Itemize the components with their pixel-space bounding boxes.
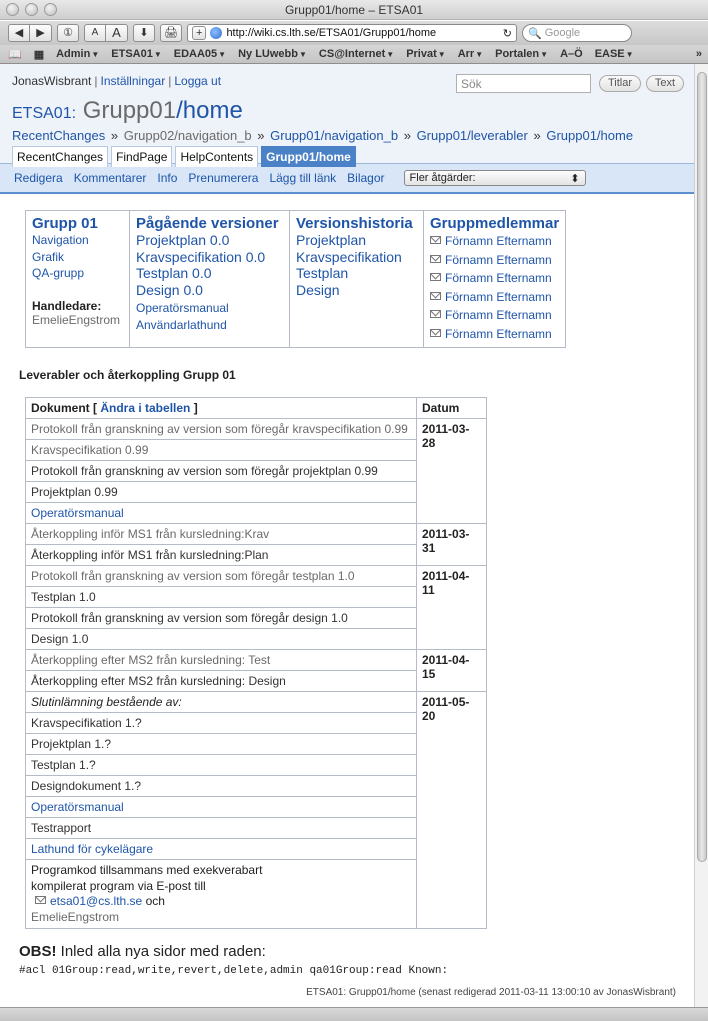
deliverables-table [25, 397, 487, 929]
trail-separator: » [403, 128, 411, 143]
titles-search-button[interactable]: Titlar [599, 75, 641, 92]
members-title: Gruppmedlemmar [430, 215, 560, 232]
group-info-table [25, 210, 566, 348]
current-versions-title: Pågående versioner [136, 215, 279, 232]
window-titlebar [0, 0, 708, 20]
bookmark-edaa05[interactable]: EDAA05▼ [173, 48, 227, 60]
user-guide-link[interactable]: Användarlathund [136, 317, 227, 332]
history-item[interactable]: Design [296, 281, 340, 298]
doc-column-header: Dokument [ Ändra i tabellen ] [26, 398, 417, 419]
nav-buttons [8, 24, 52, 42]
date-cell: 2011-05-20 [417, 692, 487, 929]
trail-item-grupp01-leverabler[interactable]: Grupp01/leverabler [416, 128, 528, 143]
grid-icon[interactable]: ▦ [33, 48, 45, 61]
trail-separator: » [257, 128, 265, 143]
table-row[interactable]: Design 1.0 [26, 629, 417, 650]
group-column [26, 211, 130, 348]
edit-link[interactable]: Redigera [14, 171, 63, 185]
table-row[interactable]: Protokoll från granskning av version som föregår testplan 1.0 [26, 566, 417, 587]
version-item[interactable]: Projektplan 0.0 [136, 232, 230, 248]
version-item[interactable]: Design 0.0 [136, 281, 203, 298]
member-item[interactable]: Förnamn Efternamn [430, 251, 559, 270]
trail-item-grupp01-navigation[interactable]: Grupp01/navigation_b [270, 128, 399, 143]
trail-item-grupp01-home[interactable]: Grupp01/home [546, 128, 634, 143]
text-search-button[interactable]: Text [646, 75, 684, 92]
table-row[interactable]: Protokoll från granskning av version som föregår projektplan 0.99 [26, 461, 417, 482]
bookmark-admin[interactable]: Admin▼ [56, 48, 100, 60]
bookmark-ease[interactable]: EASE▼ [594, 48, 634, 60]
table-row[interactable]: Återkoppling inför MS1 från kursledning:Plan [26, 545, 417, 566]
browser-search-field[interactable] [522, 24, 632, 42]
reload-icon[interactable]: ↻ [502, 27, 512, 40]
add-link-link[interactable]: Lägg till länk [269, 171, 337, 185]
tab-findpage[interactable]: FindPage [111, 146, 172, 167]
supervisor-label: Handledare: [32, 298, 102, 313]
table-row[interactable]: Kravspecifikation 1.? [26, 713, 417, 734]
download-button[interactable]: ⬇ [133, 24, 155, 42]
settings-link[interactable]: Inställningar [100, 74, 166, 88]
obs-text: Inled alla nya sidor med raden: [60, 943, 266, 960]
window-title: Grupp01/home – ETSA01 [284, 3, 424, 17]
date-cell: 2011-03-28 [417, 419, 487, 524]
browser-search-placeholder: Google [544, 27, 581, 39]
user-line: JonasWisbrant | Inställningar | Logga ut [12, 74, 222, 88]
trail-item-recentchanges[interactable]: RecentChanges [12, 128, 106, 143]
attachments-link[interactable]: Bilagor [347, 171, 385, 185]
forward-button[interactable]: ▶ [30, 24, 52, 42]
title-slash: / [176, 97, 183, 124]
envelope-icon [430, 273, 441, 281]
table-row[interactable]: Testrapport [26, 818, 417, 839]
subscribe-link[interactable]: Prenumerera [188, 171, 259, 185]
url-text[interactable]: http://wiki.cs.lth.se/ETSA01/Grupp01/home [226, 27, 437, 39]
table-row[interactable]: Återkoppling inför MS1 från kursledning:Krav [26, 524, 417, 545]
obs-label: OBS! [19, 943, 57, 960]
envelope-icon [430, 255, 441, 263]
scrollbar-thumb[interactable] [697, 72, 707, 862]
close-window-button[interactable] [6, 3, 19, 16]
username-link[interactable]: JonasWisbrant [12, 74, 92, 88]
email-link[interactable]: etsa01@cs.lth.se [50, 894, 143, 908]
logout-link[interactable]: Logga ut [174, 74, 222, 88]
wiki-search-input[interactable]: Sök [456, 74, 591, 93]
minimize-window-button[interactable] [25, 3, 38, 16]
date-cell: 2011-03-31 [417, 524, 487, 566]
bookmark-ny-luwebb[interactable]: Ny LUwebb▼ [238, 48, 307, 60]
and-text: och [145, 894, 165, 908]
envelope-icon [430, 236, 441, 244]
grafik-link[interactable]: Grafik [32, 249, 65, 264]
supervisor-name[interactable]: EmelieEngstrom [32, 312, 121, 327]
wiki-name-link[interactable]: ETSA01: [12, 105, 77, 122]
back-button[interactable]: ◀ [8, 24, 30, 42]
history-item[interactable]: Kravspecifikation [296, 248, 402, 265]
nav-tabs [12, 146, 682, 167]
table-row[interactable]: Projektplan 1.? [26, 734, 417, 755]
history-item[interactable]: Testplan [296, 265, 349, 281]
current-versions-column [130, 211, 290, 348]
member-item[interactable]: Förnamn Efternamn [430, 269, 559, 288]
page-footer: ETSA01: Grupp01/home (senast redigerad 2011-03-11 13:00:10 av JonasWisbrant) [306, 987, 676, 998]
footer-user-link[interactable]: JonasWisbrant [606, 987, 673, 998]
envelope-icon [430, 292, 441, 300]
tab-grupp01-home[interactable]: Grupp01/home [261, 146, 356, 167]
table-row[interactable]: Projektplan 0.99 [26, 482, 417, 503]
title-group-link[interactable]: Grupp01 [82, 97, 177, 124]
text-bigger-button[interactable]: A [106, 24, 128, 42]
member-item[interactable]: Förnamn Efternamn [430, 288, 559, 307]
footer-text: ETSA01: Grupp01/home (senast redigerad 2011-03-11 13:00:10 av [306, 987, 604, 998]
envelope-icon [35, 896, 46, 904]
trail-separator: » [533, 128, 541, 143]
person-link[interactable]: EmelieEngstrom [31, 909, 120, 924]
comments-link[interactable]: Kommentarer [73, 171, 147, 185]
edit-bar [0, 164, 694, 194]
table-row[interactable]: Protokoll från granskning av version som föregår design 1.0 [26, 608, 417, 629]
date-cell: 2011-04-11 [417, 566, 487, 650]
breadcrumb [12, 128, 682, 143]
table-row[interactable]: Återkoppling efter MS2 från kursledning: Test [26, 650, 417, 671]
tab-helpcontents[interactable]: HelpContents [175, 146, 258, 167]
bookmark-privat[interactable]: Privat▼ [406, 48, 446, 60]
reader-button[interactable]: ① [57, 24, 79, 42]
table-row[interactable]: Testplan 1.? [26, 755, 417, 776]
bookmarks-bar [0, 45, 708, 64]
obs-note [19, 943, 676, 960]
history-item[interactable]: Projektplan [296, 232, 367, 248]
bookmarks-more-button[interactable]: » [695, 48, 702, 60]
status-bar [0, 1007, 708, 1021]
envelope-icon [430, 310, 441, 318]
version-history-column [290, 211, 424, 348]
version-item[interactable]: Kravspecifikation 0.0 [136, 248, 266, 265]
table-row[interactable]: Protokoll från granskning av version som föregår kravspecifikation 0.99 [26, 419, 417, 440]
program-code-line1: Programkod tillsammans med exekverabart [31, 863, 263, 877]
browser-toolbar [0, 21, 708, 45]
version-history-title: Versionshistoria [296, 215, 413, 232]
zoom-window-button[interactable] [44, 3, 57, 16]
window-controls [6, 3, 57, 16]
table-row[interactable]: Återkoppling efter MS2 från kursledning: Design [26, 671, 417, 692]
main-content [0, 194, 694, 977]
print-button[interactable]: 🖨 [160, 24, 182, 42]
program-code-line2: kompilerat program via E-post till [31, 878, 206, 893]
trail-separator: » [110, 128, 119, 143]
qa-grupp-link[interactable]: QA-grupp [32, 266, 85, 280]
member-item[interactable]: Förnamn Efternamn [430, 325, 559, 344]
edit-table-link[interactable]: Ändra i tabellen [100, 401, 191, 415]
date-column-header: Datum [417, 398, 487, 419]
text-smaller-button[interactable]: A [84, 24, 106, 42]
add-bookmark-button[interactable]: + [192, 26, 206, 40]
table-header-row [26, 398, 487, 419]
address-bar[interactable] [187, 24, 517, 42]
table-row: Slutinlämning bestående av: [26, 692, 417, 713]
text-size-buttons [84, 24, 128, 42]
bookmark-portalen[interactable]: Portalen▼ [495, 48, 549, 60]
acl-line: #acl 01Group:read,write,revert,delete,admin qa01Group:read Known: [19, 965, 449, 977]
info-link[interactable]: Info [157, 171, 178, 185]
bookmark-a-o[interactable]: A–Ö [560, 48, 583, 60]
table-row [26, 860, 417, 929]
book-icon[interactable]: 📖 [8, 48, 22, 61]
group-title[interactable]: Grupp 01 [32, 215, 98, 232]
tab-recentchanges[interactable]: RecentChanges [12, 146, 108, 167]
navigation-link[interactable]: Navigation [32, 233, 89, 247]
page-title [12, 97, 682, 125]
trail-item-grupp02-navigation[interactable]: Grupp02/navigation_b [123, 128, 252, 143]
operator-manual-link[interactable]: Operatörsmanual [136, 301, 229, 315]
magnifier-icon: 🔍 [528, 27, 542, 40]
table-row[interactable]: Kravspecifikation 0.99 [26, 440, 417, 461]
envelope-icon [430, 329, 441, 337]
page-viewport [0, 64, 694, 1007]
more-actions-label: Fler åtgärder: [409, 172, 476, 184]
member-item[interactable]: Förnamn Efternamn [430, 306, 559, 325]
more-actions-select[interactable] [404, 170, 586, 186]
title-page-link[interactable]: home [182, 97, 243, 124]
date-cell: 2011-04-15 [417, 650, 487, 692]
table-row[interactable]: Operatörsmanual [26, 797, 417, 818]
table-row[interactable]: Operatörsmanual [26, 503, 417, 524]
section-heading: Leverabler och återkoppling Grupp 01 [19, 368, 236, 382]
member-item[interactable]: Förnamn Efternamn [430, 232, 559, 251]
table-row[interactable]: Designdokument 1.? [26, 776, 417, 797]
table-row[interactable]: Testplan 1.0 [26, 587, 417, 608]
bookmark-arr[interactable]: Arr▼ [457, 48, 484, 60]
table-row[interactable]: Lathund för cykelägare [26, 839, 417, 860]
bookmark-cs-internet[interactable]: CS@Internet▼ [318, 48, 395, 60]
version-item[interactable]: Testplan 0.0 [136, 265, 212, 281]
globe-icon [210, 27, 222, 39]
vertical-scrollbar[interactable] [694, 64, 708, 1007]
wiki-header [0, 64, 694, 164]
select-arrows-icon: ⬍ [570, 172, 580, 185]
members-column [424, 211, 566, 348]
bookmark-etsa01[interactable]: ETSA01▼ [111, 48, 162, 60]
